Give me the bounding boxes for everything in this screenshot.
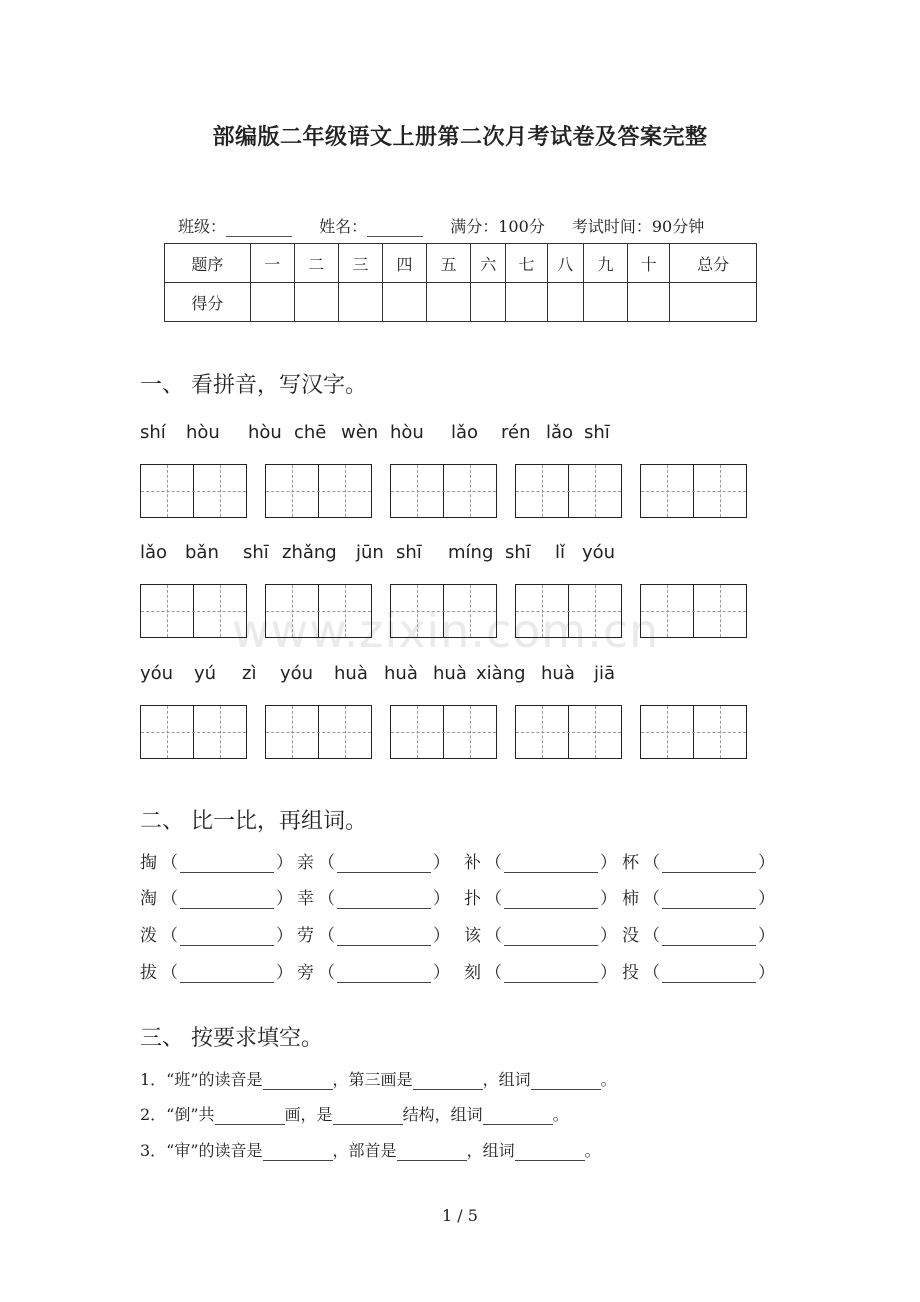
pinyin-syllable: wèn (341, 422, 379, 443)
writing-grid[interactable] (140, 464, 247, 518)
fill-text: 。 (552, 1105, 569, 1124)
exam-time: 考试时间：90分钟 (571, 217, 705, 236)
score-cell (294, 283, 338, 322)
compare-char: 柿 (622, 889, 639, 909)
info-line (178, 214, 704, 237)
writing-grid[interactable] (140, 584, 247, 638)
pinyin-syllable: yú (194, 663, 217, 684)
fill-text: 2．“倒”共 (140, 1105, 215, 1124)
writing-grid[interactable] (140, 705, 247, 759)
compare-item: 刻 （ ） (464, 963, 617, 983)
pinyin-syllable: hòu (186, 422, 220, 443)
score-header-label: 题序 (165, 244, 251, 283)
compare-char: 补 (464, 853, 481, 873)
compare-item: 柿 （ ） (622, 889, 775, 909)
score-cell (338, 283, 382, 322)
score-row-label: 得分 (165, 283, 251, 322)
word-blank[interactable] (504, 892, 598, 909)
compare-char: 亲 (297, 853, 314, 873)
fill-item (140, 1067, 617, 1090)
score-header-cell: 三 (338, 244, 382, 283)
pinyin-syllable: zhǎng (282, 542, 337, 563)
word-blank[interactable] (180, 929, 274, 946)
compare-item: 劳 （ ） (297, 926, 450, 946)
compare-item: 拔 （ ） (140, 963, 293, 983)
pinyin-syllable: shī (243, 542, 269, 563)
writing-grid[interactable] (265, 584, 372, 638)
writing-grid[interactable] (265, 464, 372, 518)
compare-item: 旁 （ ） (297, 963, 450, 983)
word-blank[interactable] (337, 892, 431, 909)
word-blank[interactable] (337, 856, 431, 873)
pinyin-syllable: shí (140, 422, 166, 443)
fill-text: 结构，组词 (402, 1105, 483, 1124)
compare-item: 扑 （ ） (464, 889, 617, 909)
compare-item: 淘 （ ） (140, 889, 293, 909)
score-header-cell: 总分 (670, 244, 757, 283)
pinyin-syllable: shī (396, 542, 422, 563)
pinyin-syllable: shī (584, 422, 610, 443)
pinyin-syllable: huà (384, 663, 418, 684)
compare-char: 刻 (464, 963, 481, 983)
word-blank[interactable] (180, 856, 274, 873)
score-header-cell: 一 (250, 244, 294, 283)
word-blank[interactable] (337, 929, 431, 946)
word-blank[interactable] (337, 966, 431, 983)
score-header-cell: 九 (583, 244, 627, 283)
name-field: 姓名： (319, 217, 423, 236)
compare-char: 旁 (297, 963, 314, 983)
pinyin-syllable: shī (505, 542, 531, 563)
score-cell (471, 283, 506, 322)
pinyin-syllable: huà (334, 663, 368, 684)
compare-char: 扑 (464, 889, 481, 909)
fill-blank[interactable] (483, 1108, 553, 1125)
pinyin-syllable: huà (541, 663, 575, 684)
page-number: 1 / 5 (442, 1206, 478, 1225)
fill-blank[interactable] (397, 1144, 467, 1161)
fill-text: ，组词 (482, 1070, 531, 1089)
score-cell (583, 283, 627, 322)
word-blank[interactable] (504, 929, 598, 946)
writing-grid[interactable] (390, 705, 497, 759)
compare-item: 杯 （ ） (622, 853, 775, 873)
fill-text: ，组词 (466, 1141, 515, 1160)
word-blank[interactable] (180, 892, 274, 909)
fill-text: 画，是 (284, 1105, 333, 1124)
compare-char: 淘 (140, 889, 157, 909)
compare-item: 幸 （ ） (297, 889, 450, 909)
compare-item: 掏 （ ） (140, 853, 293, 873)
score-header-cell: 五 (427, 244, 471, 283)
class-field: 班级： (178, 217, 292, 236)
score-header-cell: 十 (628, 244, 670, 283)
section1-heading: 一、 看拼音，写汉字。 (140, 373, 367, 398)
score-cell (547, 283, 583, 322)
compare-char: 掏 (140, 853, 157, 873)
compare-char: 没 (622, 926, 639, 946)
word-blank[interactable] (662, 892, 756, 909)
fill-text: 1．“班”的读音是 (140, 1070, 263, 1089)
full-score: 满分：100分 (450, 217, 545, 236)
fill-text: 。 (584, 1141, 601, 1160)
section2-heading: 二、 比一比，再组词。 (140, 809, 367, 834)
pinyin-syllable: yóu (140, 663, 174, 684)
pinyin-syllable: hòu (248, 422, 282, 443)
score-cell (670, 283, 757, 322)
pinyin-syllable: rén (501, 422, 531, 443)
pinyin-syllable: huà (433, 663, 467, 684)
score-header-cell: 二 (294, 244, 338, 283)
compare-char: 投 (622, 963, 639, 983)
compare-item: 亲 （ ） (297, 853, 450, 873)
score-cell (382, 283, 426, 322)
writing-grid[interactable] (640, 584, 747, 638)
compare-char: 该 (464, 926, 481, 946)
score-header-cell: 六 (471, 244, 506, 283)
writing-grid[interactable] (640, 464, 747, 518)
writing-grid[interactable] (515, 464, 622, 518)
word-blank[interactable] (662, 856, 756, 873)
fill-blank[interactable] (333, 1108, 403, 1125)
writing-grid[interactable] (515, 584, 622, 638)
writing-grid[interactable] (390, 584, 497, 638)
score-cell (250, 283, 294, 322)
fill-blank[interactable] (215, 1108, 285, 1125)
score-header-cell: 七 (506, 244, 547, 283)
pinyin-syllable: jūn (356, 542, 384, 563)
compare-item: 泼 （ ） (140, 926, 293, 946)
watermark: www.zixin.com.cn (232, 604, 660, 658)
fill-item (140, 1138, 601, 1161)
page-title: 部编版二年级语文上册第二次月考试卷及答案完整 (212, 124, 708, 150)
compare-item: 没 （ ） (622, 926, 775, 946)
pinyin-syllable: lǎo (451, 422, 479, 443)
compare-char: 拔 (140, 963, 157, 983)
word-blank[interactable] (504, 856, 598, 873)
word-blank[interactable] (662, 929, 756, 946)
pinyin-syllable: xiàng (476, 663, 526, 684)
compare-char: 泼 (140, 926, 157, 946)
pinyin-syllable: jiā (594, 663, 616, 684)
fill-text: ，部首是 (332, 1141, 397, 1160)
pinyin-syllable: lǎo (546, 422, 574, 443)
compare-item: 补 （ ） (464, 853, 617, 873)
word-blank[interactable] (504, 966, 598, 983)
word-blank[interactable] (662, 966, 756, 983)
score-cell (506, 283, 547, 322)
fill-text: 3．“审”的读音是 (140, 1141, 263, 1160)
pinyin-syllable: hòu (390, 422, 424, 443)
score-cell (427, 283, 471, 322)
pinyin-syllable: míng (448, 542, 494, 563)
writing-grid[interactable] (390, 464, 497, 518)
fill-blank[interactable] (263, 1073, 333, 1090)
compare-char: 幸 (297, 889, 314, 909)
score-header-cell: 八 (547, 244, 583, 283)
fill-blank[interactable] (531, 1073, 601, 1090)
compare-char: 劳 (297, 926, 314, 946)
pinyin-syllable: yóu (582, 542, 616, 563)
score-cell (628, 283, 670, 322)
section3-heading: 三、 按要求填空。 (140, 1026, 323, 1051)
fill-blank[interactable] (263, 1144, 333, 1161)
fill-blank[interactable] (413, 1073, 483, 1090)
pinyin-syllable: lǎo (140, 542, 168, 563)
fill-text: 。 (600, 1070, 617, 1089)
score-header-cell: 四 (382, 244, 426, 283)
fill-text: ，第三画是 (332, 1070, 413, 1089)
writing-grid[interactable] (640, 705, 747, 759)
writing-grid[interactable] (515, 705, 622, 759)
word-blank[interactable] (180, 966, 274, 983)
fill-item (140, 1102, 569, 1125)
pinyin-syllable: bǎn (185, 542, 219, 563)
compare-item: 投 （ ） (622, 963, 775, 983)
score-table (164, 243, 757, 322)
pinyin-syllable: zì (242, 663, 257, 684)
pinyin-syllable: chē (294, 422, 327, 443)
pinyin-syllable: yóu (280, 663, 314, 684)
fill-blank[interactable] (515, 1144, 585, 1161)
compare-item: 该 （ ） (464, 926, 617, 946)
writing-grid[interactable] (265, 705, 372, 759)
pinyin-syllable: lǐ (555, 542, 566, 563)
compare-char: 杯 (622, 853, 639, 873)
